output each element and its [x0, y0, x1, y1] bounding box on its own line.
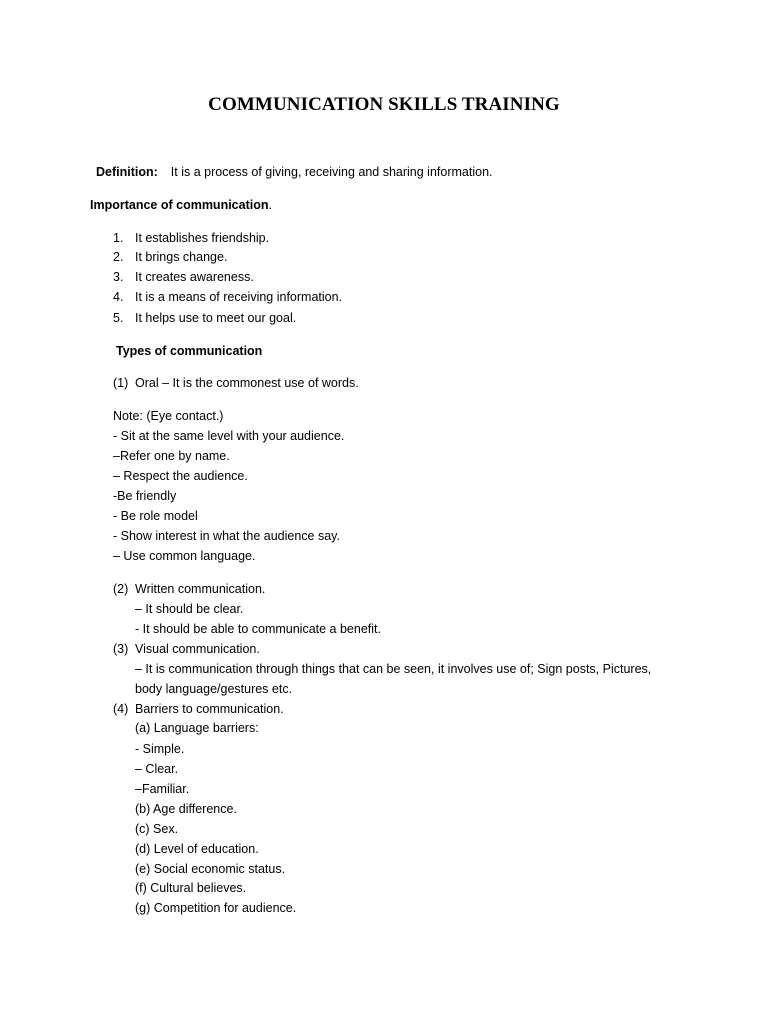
types-heading: Types of communication [116, 344, 263, 358]
oral-text: Oral – It is the commonest use of words. [135, 376, 359, 390]
list-item: It helps use to meet our goal. [135, 311, 297, 325]
barrier-item: (b) Age difference. [135, 802, 237, 816]
importance-heading-text: Importance of communication [90, 198, 269, 212]
definition-text: It is a process of giving, receiving and sharing information. [170, 165, 493, 179]
note-item: – Use common language. [113, 549, 256, 563]
list-item: It creates awareness. [135, 270, 254, 284]
note-item: – Respect the audience. [113, 469, 248, 483]
visual-desc: body language/gestures etc. [135, 682, 293, 696]
list-number: 2. [113, 250, 124, 264]
note-item: - Show interest in what the audience say. [113, 529, 340, 543]
importance-heading-suffix: . [268, 198, 272, 212]
barrier-item: (d) Level of education. [135, 842, 259, 856]
written-item: - It should be able to communicate a benefit. [135, 622, 381, 636]
barrier-item: (e) Social economic status. [135, 862, 286, 876]
barriers-text: Barriers to communication. [135, 702, 284, 716]
visual-text: Visual communication. [135, 642, 260, 656]
note-item: - Be role model [113, 509, 198, 523]
list-item: It establishes friendship. [135, 231, 270, 245]
written-text: Written communication. [135, 582, 266, 596]
written-item: – It should be clear. [135, 602, 244, 616]
note-item: -Be friendly [113, 489, 177, 503]
note-title: Note: (Eye contact.) [113, 409, 224, 423]
written-number: (2) [113, 582, 129, 596]
barriers-number: (4) [113, 702, 129, 716]
list-number: 3. [113, 270, 124, 284]
note-item: - Sit at the same level with your audience. [113, 429, 345, 443]
note-item: –Refer one by name. [113, 449, 230, 463]
list-number: 5. [113, 311, 124, 325]
barrier-item: –Familiar. [135, 782, 190, 796]
list-item: It brings change. [135, 250, 228, 264]
list-number: 4. [113, 290, 124, 304]
list-item: It is a means of receiving information. [135, 290, 343, 304]
barrier-item: (f) Cultural believes. [135, 881, 247, 895]
definition-label: Definition: [96, 165, 158, 179]
visual-number: (3) [113, 642, 129, 656]
definition-line [96, 164, 493, 180]
oral-number: (1) [113, 376, 129, 390]
page-title: COMMUNICATION SKILLS TRAINING [208, 94, 560, 115]
barrier-item: (g) Competition for audience. [135, 901, 297, 915]
importance-heading [90, 197, 272, 213]
list-number: 1. [113, 231, 124, 245]
barrier-item: (c) Sex. [135, 822, 179, 836]
barrier-item: – Clear. [135, 762, 179, 776]
visual-desc: – It is communication through things that can be seen, it involves use of; Sign posts, Pictures, [135, 662, 652, 676]
barrier-item: (a) Language barriers: [135, 721, 259, 735]
barrier-item: - Simple. [135, 742, 185, 756]
